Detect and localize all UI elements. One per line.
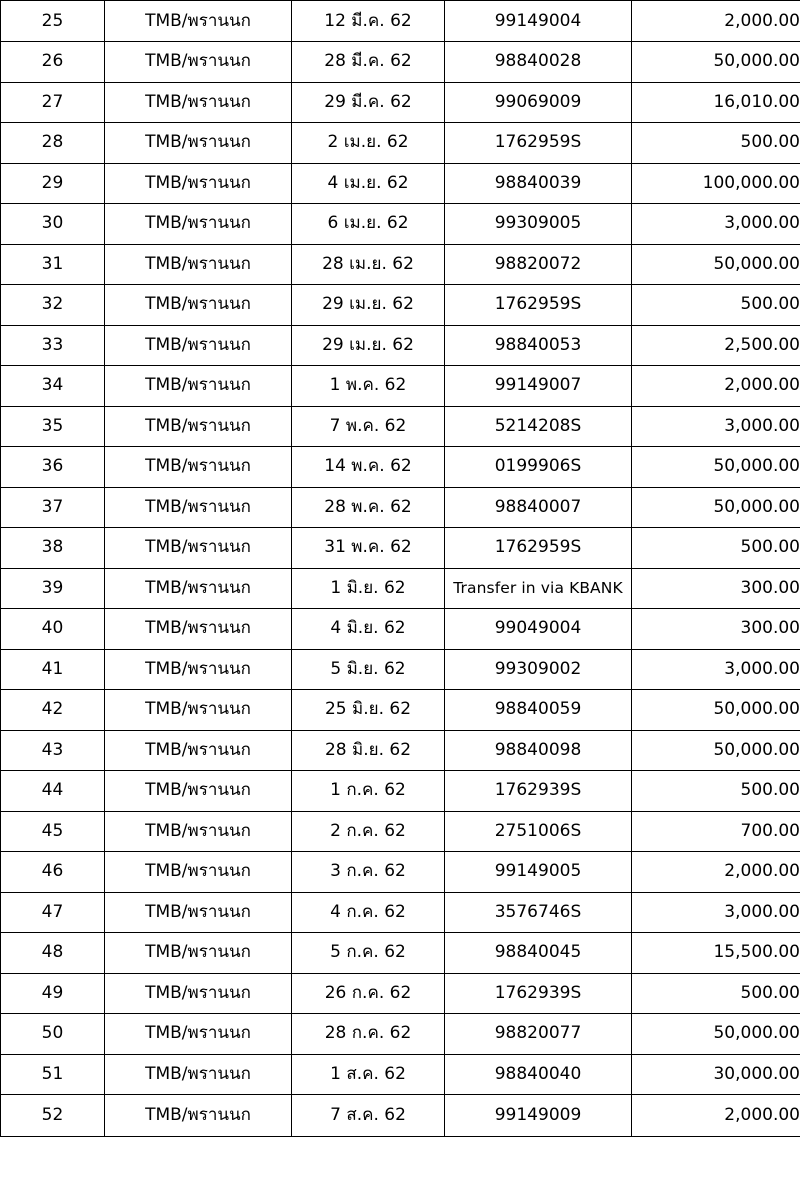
- row-number: 42: [1, 690, 105, 731]
- row-number: 39: [1, 568, 105, 609]
- row-number: 36: [1, 447, 105, 488]
- transaction-date: 28 มิ.ย. 62: [292, 730, 445, 771]
- bank-branch: TMB/พรานนก: [105, 528, 292, 569]
- bank-branch: TMB/พรานนก: [105, 285, 292, 326]
- amount: 2,000.00: [632, 1095, 800, 1137]
- amount: 15,500.00: [632, 933, 800, 974]
- transaction-date: 1 ส.ค. 62: [292, 1054, 445, 1095]
- table-row: [1, 163, 800, 204]
- reference-number: 98840007: [445, 487, 632, 528]
- bank-branch: TMB/พรานนก: [105, 447, 292, 488]
- transaction-date: 2 เม.ย. 62: [292, 123, 445, 164]
- reference-number: 98840039: [445, 163, 632, 204]
- amount: 50,000.00: [632, 244, 800, 285]
- transaction-date: 7 พ.ค. 62: [292, 406, 445, 447]
- bank-branch: TMB/พรานนก: [105, 325, 292, 366]
- bank-branch: TMB/พรานนก: [105, 811, 292, 852]
- transaction-date: 2 ก.ค. 62: [292, 811, 445, 852]
- row-number: 51: [1, 1054, 105, 1095]
- bank-branch: TMB/พรานนก: [105, 730, 292, 771]
- row-number: 46: [1, 852, 105, 893]
- transaction-date: 6 เม.ย. 62: [292, 204, 445, 245]
- row-number: 25: [1, 1, 105, 42]
- table-row: [1, 244, 800, 285]
- bank-branch: TMB/พรานนก: [105, 1054, 292, 1095]
- transaction-date: 14 พ.ค. 62: [292, 447, 445, 488]
- table-row: [1, 1054, 800, 1095]
- row-number: 37: [1, 487, 105, 528]
- table-row: [1, 406, 800, 447]
- transaction-table-body: [1, 1, 800, 1137]
- reference-number: 5214208S: [445, 406, 632, 447]
- transaction-date: 7 ส.ค. 62: [292, 1095, 445, 1137]
- table-row: [1, 1095, 800, 1137]
- reference-number: 1762959S: [445, 285, 632, 326]
- row-number: 43: [1, 730, 105, 771]
- table-row: [1, 568, 800, 609]
- bank-branch: TMB/พรานนก: [105, 406, 292, 447]
- bank-branch: TMB/พรานนก: [105, 42, 292, 83]
- row-number: 40: [1, 609, 105, 650]
- reference-number: 99309002: [445, 649, 632, 690]
- amount: 16,010.00: [632, 82, 800, 123]
- amount: 50,000.00: [632, 447, 800, 488]
- amount: 3,000.00: [632, 406, 800, 447]
- amount: 3,000.00: [632, 204, 800, 245]
- amount: 500.00: [632, 285, 800, 326]
- table-row: [1, 609, 800, 650]
- reference-number: 0199906S: [445, 447, 632, 488]
- table-row: [1, 1, 800, 42]
- reference-number: 98840053: [445, 325, 632, 366]
- table-row: [1, 366, 800, 407]
- reference-number: 2751006S: [445, 811, 632, 852]
- reference-number: 99049004: [445, 609, 632, 650]
- row-number: 45: [1, 811, 105, 852]
- reference-number: 1762939S: [445, 771, 632, 812]
- amount: 50,000.00: [632, 1014, 800, 1055]
- table-row: [1, 730, 800, 771]
- amount: 500.00: [632, 528, 800, 569]
- amount: 500.00: [632, 771, 800, 812]
- transaction-date: 1 มิ.ย. 62: [292, 568, 445, 609]
- table-row: [1, 973, 800, 1014]
- amount: 300.00: [632, 568, 800, 609]
- row-number: 26: [1, 42, 105, 83]
- bank-branch: TMB/พรานนก: [105, 609, 292, 650]
- row-number: 52: [1, 1095, 105, 1137]
- bank-branch: TMB/พรานนก: [105, 933, 292, 974]
- table-row: [1, 42, 800, 83]
- table-row: [1, 1014, 800, 1055]
- amount: 2,000.00: [632, 1, 800, 42]
- amount: 2,000.00: [632, 366, 800, 407]
- table-row: [1, 852, 800, 893]
- transaction-date: 29 เม.ย. 62: [292, 285, 445, 326]
- table-row: [1, 487, 800, 528]
- amount: 300.00: [632, 609, 800, 650]
- transaction-date: 5 มิ.ย. 62: [292, 649, 445, 690]
- reference-number: 99149004: [445, 1, 632, 42]
- amount: 500.00: [632, 123, 800, 164]
- reference-number: 3576746S: [445, 892, 632, 933]
- reference-number: 98840059: [445, 690, 632, 731]
- transaction-date: 5 ก.ค. 62: [292, 933, 445, 974]
- row-number: 41: [1, 649, 105, 690]
- transaction-date: 28 เม.ย. 62: [292, 244, 445, 285]
- row-number: 50: [1, 1014, 105, 1055]
- bank-branch: TMB/พรานนก: [105, 973, 292, 1014]
- amount: 2,500.00: [632, 325, 800, 366]
- reference-number: 99069009: [445, 82, 632, 123]
- row-number: 31: [1, 244, 105, 285]
- table-row: [1, 649, 800, 690]
- bank-branch: TMB/พรานนก: [105, 82, 292, 123]
- reference-number: 98840040: [445, 1054, 632, 1095]
- row-number: 49: [1, 973, 105, 1014]
- transaction-date: 28 ก.ค. 62: [292, 1014, 445, 1055]
- bank-branch: TMB/พรานนก: [105, 852, 292, 893]
- transaction-date: 12 มี.ค. 62: [292, 1, 445, 42]
- reference-number: 98840028: [445, 42, 632, 83]
- amount: 500.00: [632, 973, 800, 1014]
- bank-branch: TMB/พรานนก: [105, 568, 292, 609]
- table-row: [1, 811, 800, 852]
- reference-number: 98820077: [445, 1014, 632, 1055]
- row-number: 28: [1, 123, 105, 164]
- amount: 700.00: [632, 811, 800, 852]
- row-number: 30: [1, 204, 105, 245]
- bank-branch: TMB/พรานนก: [105, 649, 292, 690]
- table-row: [1, 325, 800, 366]
- bank-branch: TMB/พรานนก: [105, 487, 292, 528]
- amount: 3,000.00: [632, 649, 800, 690]
- row-number: 48: [1, 933, 105, 974]
- transaction-date: 29 เม.ย. 62: [292, 325, 445, 366]
- transaction-date: 25 มิ.ย. 62: [292, 690, 445, 731]
- transaction-date: 4 ก.ค. 62: [292, 892, 445, 933]
- row-number: 27: [1, 82, 105, 123]
- table-row: [1, 82, 800, 123]
- row-number: 29: [1, 163, 105, 204]
- reference-number: 99149009: [445, 1095, 632, 1137]
- table-row: [1, 771, 800, 812]
- amount: 100,000.00: [632, 163, 800, 204]
- reference-number: 98840045: [445, 933, 632, 974]
- amount: 3,000.00: [632, 892, 800, 933]
- row-number: 35: [1, 406, 105, 447]
- reference-number: 98840098: [445, 730, 632, 771]
- bank-branch: TMB/พรานนก: [105, 1014, 292, 1055]
- bank-branch: TMB/พรานนก: [105, 244, 292, 285]
- transaction-date: 29 มี.ค. 62: [292, 82, 445, 123]
- reference-number: 99309005: [445, 204, 632, 245]
- amount: 50,000.00: [632, 730, 800, 771]
- table-row: [1, 123, 800, 164]
- bank-branch: TMB/พรานนก: [105, 892, 292, 933]
- transaction-date: 3 ก.ค. 62: [292, 852, 445, 893]
- row-number: 33: [1, 325, 105, 366]
- table-row: [1, 285, 800, 326]
- table-row: [1, 204, 800, 245]
- transaction-date: 1 พ.ค. 62: [292, 366, 445, 407]
- transaction-date: 4 เม.ย. 62: [292, 163, 445, 204]
- transaction-date: 31 พ.ค. 62: [292, 528, 445, 569]
- transaction-date: 28 พ.ค. 62: [292, 487, 445, 528]
- transaction-date: 1 ก.ค. 62: [292, 771, 445, 812]
- row-number: 44: [1, 771, 105, 812]
- bank-branch: TMB/พรานนก: [105, 1095, 292, 1137]
- reference-number: 1762959S: [445, 528, 632, 569]
- amount: 50,000.00: [632, 487, 800, 528]
- bank-branch: TMB/พรานนก: [105, 163, 292, 204]
- transaction-date: 26 ก.ค. 62: [292, 973, 445, 1014]
- row-number: 32: [1, 285, 105, 326]
- reference-number: 1762939S: [445, 973, 632, 1014]
- reference-number: 99149007: [445, 366, 632, 407]
- table-row: [1, 690, 800, 731]
- bank-branch: TMB/พรานนก: [105, 123, 292, 164]
- transaction-date: 28 มี.ค. 62: [292, 42, 445, 83]
- table-row: [1, 528, 800, 569]
- reference-number: 98820072: [445, 244, 632, 285]
- bank-branch: TMB/พรานนก: [105, 771, 292, 812]
- bank-branch: TMB/พรานนก: [105, 690, 292, 731]
- table-row: [1, 447, 800, 488]
- bank-branch: TMB/พรานนก: [105, 1, 292, 42]
- reference-number: 99149005: [445, 852, 632, 893]
- transaction-date: 4 มิ.ย. 62: [292, 609, 445, 650]
- bank-branch: TMB/พรานนก: [105, 366, 292, 407]
- amount: 30,000.00: [632, 1054, 800, 1095]
- table-row: [1, 892, 800, 933]
- reference-number: 1762959S: [445, 123, 632, 164]
- bank-branch: TMB/พรานนก: [105, 204, 292, 245]
- row-number: 34: [1, 366, 105, 407]
- amount: 50,000.00: [632, 42, 800, 83]
- table-row: [1, 933, 800, 974]
- amount: 50,000.00: [632, 690, 800, 731]
- amount: 2,000.00: [632, 852, 800, 893]
- row-number: 47: [1, 892, 105, 933]
- reference-number: Transfer in via KBANK: [445, 568, 632, 609]
- row-number: 38: [1, 528, 105, 569]
